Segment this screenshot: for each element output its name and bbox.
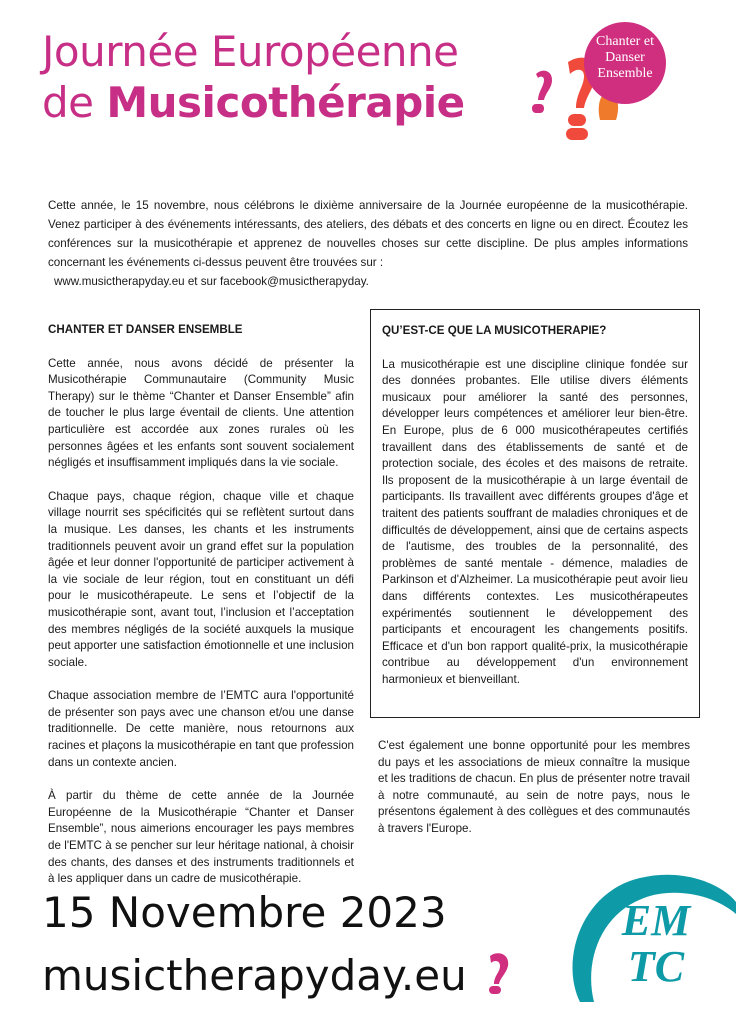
emtc-text	[606, 898, 706, 990]
website-url-text: musictherapyday.eu	[42, 951, 467, 1000]
title-prefix: de	[42, 78, 107, 127]
emtc-logo	[560, 852, 736, 1030]
intro-links: www.musictherapyday.eu et sur facebook@musictherapyday.	[54, 275, 369, 288]
title-line-2	[42, 76, 465, 130]
intro-section	[48, 196, 688, 291]
left-column	[48, 322, 354, 905]
title-bold: Musicothérapie	[106, 78, 465, 127]
left-paragraph-1: Cette année, nous avons décidé de présenter la Musicothérapie Communautaire (Community Music Therapy) sur le thème “Chanter et Danser Ensemble” afin de toucher le plus large éventail de clients. Une attention particulière est accordée aux zones rurales où les personnes âgées et les enfants sont souvent socialement négligés et insuffisamment impliqués dans la vie sociale.	[48, 356, 354, 470]
left-paragraph-3: Chaque association membre de l’EMTC aura l'opportunité de présenter son pays avec une chanson et/ou une danse traditionnelle. De cette manière, nous retournons aux racines et plaçons la musicothérapie en tant que profession dans un contexte ancien.	[48, 689, 354, 769]
emtc-line-2: TC	[627, 942, 685, 991]
box-heading: QU’EST-CE QUE LA MUSICOTHERAPIE?	[382, 324, 607, 337]
left-paragraph-4: À partir du thème de cette année de la Journée Européenne de la Musicothérapie “Chanter et Danser Ensemble”, nous aimerions encourager les pays membres de l'EMTC à se pencher sur leur héritage national, à choisir des chants, des danses et des instruments traditionnels et à les appliquer dans un cadre de musicothérapie.	[48, 789, 354, 886]
right-paragraph: C'est également une bonne opportunité pour les membres du pays et les associations de mieux connaître la musique et les traditions de chacun. En plus de présenter notre travail à notre communauté, au sein de notre pays, nous le présentons également à des collègues et des communautés à travers l'Europe.	[378, 739, 690, 835]
event-date: 15 Novembre 2023	[42, 888, 447, 937]
page-title	[42, 28, 465, 130]
website-url	[42, 948, 516, 1004]
logo-line-1: Chanter et	[596, 34, 654, 49]
title-line-1: Journée Européenne	[42, 27, 459, 76]
emtc-line-1: EM	[621, 896, 691, 945]
pink-note-icon	[486, 950, 516, 994]
logo-bubble	[584, 22, 666, 104]
left-heading: CHANTER ET DANSER ENSEMBLE	[48, 323, 243, 336]
left-paragraph-2: Chaque pays, chaque région, chaque ville et chaque village nourrit ses spécificités qui se reflètent surtout dans la musique. Les danses, les chants et les instruments traditionnels peuvent avoir un grand effet sur la population âgée et leur donner l'opportunité de participer activement à la vie sociale de leur région, tout en constituant un défi pour le musicothérapeute. Le sens et l’objectif de la musicothérapie sont, avant tout, l’inclusion et l’acceptation des membres négligés de la société auxquels la musique peut apporter une satisfaction émotionnelle et une inclusion sociale.	[48, 489, 354, 669]
logo-line-2: Danser	[605, 50, 645, 65]
intro-paragraph: Cette année, le 15 novembre, nous célébrons le dixième anniversaire de la Journée européenne de la musicothérapie. Venez participer à des événements intéressants, des ateliers, des débats et des concerts en ligne ou en direct. Écoutez les conférences sur la musicothérapie et apprenez de nouvelles choses sur cette discipline. De plus amples informations concernant les événements ci-dessus peuvent être trouvées sur :	[48, 199, 688, 269]
box-paragraph: La musicothérapie est une discipline clinique fondée sur des données probantes. Elle utilise divers éléments musicaux pour améliorer la santé des personnes, développer leurs compétences et améliorer leur bien-être. En Europe, plus de 6 000 musicothérapeutes certifiés travaillent dans des établissements de santé et de protection sociale, des écoles et des maisons de retraite. Ils proposent de la musicothérapie à un large éventail de participants. Ils travaillent avec différents groupes d'âge et traitent des patients souffrant de maladies chroniques et de difficultés de développement, ainsi que de certains aspects de l'autisme, des troubles de la personnalité, des problèmes de santé mentale - démence, maladies de Parkinson et d'Alzheimer. La musicothérapie peut avoir lieu dans différents contextes. Les musicothérapeutes expérimentés soutiennent le développement des participants et encouragent les changements positifs. Efficace et d'un bon rapport qualité-prix, la musicothérapie contribue au développement d'un environnement harmonieux et bienveillant.	[382, 357, 688, 686]
what-is-music-therapy-box	[370, 309, 700, 718]
logo-line-3: Ensemble	[597, 66, 653, 81]
chanter-danser-logo	[528, 16, 668, 146]
